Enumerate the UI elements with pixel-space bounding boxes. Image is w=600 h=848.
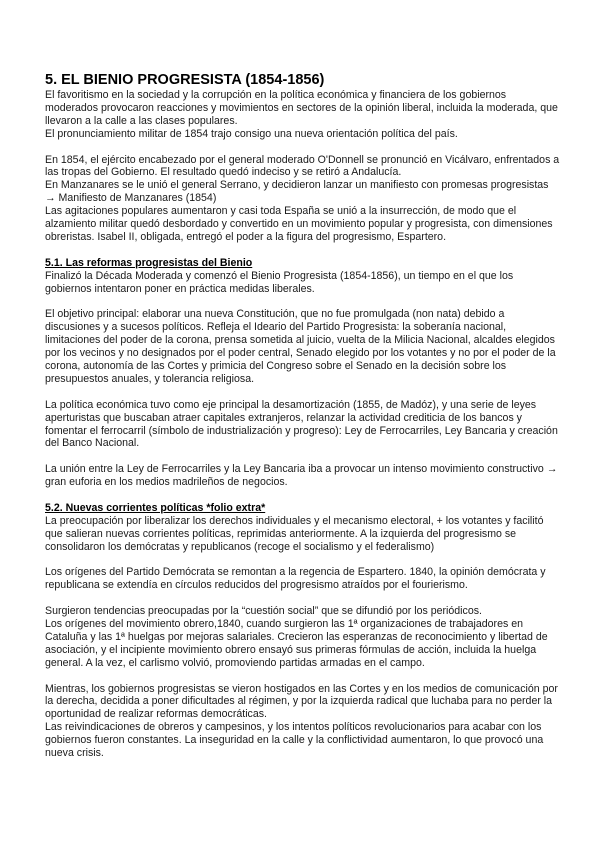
section-2-paragraph-3a: Surgieron tendencias preocupadas por la “cuestión social” que se difundió por los periódicos. (45, 605, 482, 618)
section-1-paragraph-4: La unión entre la Ley de Ferrocarriles y la Ley Bancaria iba a provocar un intenso movimiento constructivo → gran euforia en los medios madrileños de negocios. (45, 463, 558, 489)
document-page (45, 72, 560, 760)
page-title: 5. EL BIENIO PROGRESISTA (1854-1856) (45, 72, 325, 88)
section-2-paragraph-2: Los orígenes del Partido Demócrata se remontan a la regencia de Espartero. 1840, la opinión demócrata y republicana se extendía en círculos reducidos del progresismo atraídos por el fourierismo. (45, 566, 546, 592)
section-2-heading: 5.2. Nuevas corrientes políticas *folio extra* (45, 501, 266, 514)
spacer (45, 554, 560, 567)
spacer (45, 244, 560, 257)
section-1-heading: 5.1. Las reformas progresistas del Bienio (45, 256, 253, 269)
section-1-paragraph-1: Finalizó la Década Moderada y comenzó el Bienio Progresista (1854-1856), un tiempo en el que los gobiernos intentaron poner en práctica medidas liberales. (45, 269, 514, 295)
section-2-paragraph-4a: Mientras, los gobiernos progresistas se vieron hostigados en las Cortes y en los medios de comunicación por la derecha, decidida a poner dificultades al régimen, y por la izquierda radical que luchaba para no perder la oportunidad de realizar reformas democráticas. (45, 682, 558, 721)
spacer (45, 489, 560, 502)
section-2-paragraph-1: La preocupación por liberalizar los derechos individuales y el mecanismo electoral, + los votantes y facilitó que salieran nuevas corrientes políticas, reprimidas anteriormente. A la izquierda del progresismo se consolidaron los demócratas y republicanos (recoge el socialismo y el federalismo) (45, 514, 544, 553)
events-paragraph-3: Las agitaciones populares aumentaron y casi toda España se unió a la insurrección, de modo que el alzamiento militar quedó desbordado y convertido en un movimiento popular y progresista, con dimensiones obreristas. Isabel II, obligada, entregó el poder a la figura del progresismo, Espartero. (45, 205, 553, 243)
events-paragraph-2: En Manzanares se le unió el general Serrano, y decidieron lanzar un manifiesto con promesas progresistas → Manifiesto de Manzanares (1854) (45, 179, 549, 205)
spacer (45, 386, 560, 399)
spacer (45, 592, 560, 605)
spacer (45, 450, 560, 463)
section-1-paragraph-3: La política económica tuvo como eje principal la desamortización (1855, de Madóz), y una serie de leyes aperturistas que buscaban atraer capitales extranjeros, relanzar la actividad crediticia de los bancos y fomentar el ferrocarril (símbolo de industrialización y progreso): Ley de Ferrocarriles, Ley Bancaria y creación del Banco Nacional. (45, 398, 558, 450)
section-1-paragraph-2: El objetivo principal: elaborar una nueva Constitución, que no fue promulgada (non nata) debido a discusiones y a sucesos políticos. Refleja el Ideario del Partido Progresista: la soberanía nacional, limitaciones del poder de la corona, prensa sometida al juicio, vuelta de la Milicia Nacional, alcaldes elegidos por los vecinos y no designados por el poder central, Senado elegido por los votantes y no por el poder de la corona, autonomía de las Cortes y primicia del Congreso sobre el Senado en la decisión sobre los presupuestos anuales, y tolerancia religiosa. (45, 308, 556, 385)
spacer (45, 141, 560, 154)
spacer (45, 295, 560, 308)
intro-paragraph-1: El favoritismo en la sociedad y la corrupción en la política económica y financiera de los gobiernos moderados provocaron reacciones y movimientos en sectores de la opinión liberal, incluida la moderada, que llevaron a la calle a las clases populares. (45, 89, 558, 127)
spacer (45, 670, 560, 683)
intro-paragraph-2: El pronunciamiento militar de 1854 trajo consigo una nueva orientación política del país. (45, 127, 458, 140)
section-2-paragraph-3b: Los orígenes del movimiento obrero,1840, cuando surgieron las 1ª organizaciones de trabajadores en Cataluña y las 1ª huelgas por mejoras salariales. Crecieron las esperanzas de reconocimiento y libertad de asociación, y el incipiente movimiento obrero ensayó sus primeras fórmulas de acción, incluida la huelga general. A la vez, el carlismo volvió, promoviendo partidas armadas en el campo. (45, 618, 548, 669)
section-2-paragraph-4b: Las reivindicaciones de obreros y campesinos, y los intentos políticos revolucionarios para acabar con los gobiernos fueron constantes. La inseguridad en la calle y la conflictividad aumentaron, lo que provocó una nueva crisis. (45, 721, 544, 760)
events-paragraph-1: En 1854, el ejército encabezado por el general moderado O'Donnell se pronunció en Vicálvaro, enfrentados a las tropas del Gobierno. El resultado quedó indeciso y se retiró a Andalucía. (45, 153, 560, 179)
